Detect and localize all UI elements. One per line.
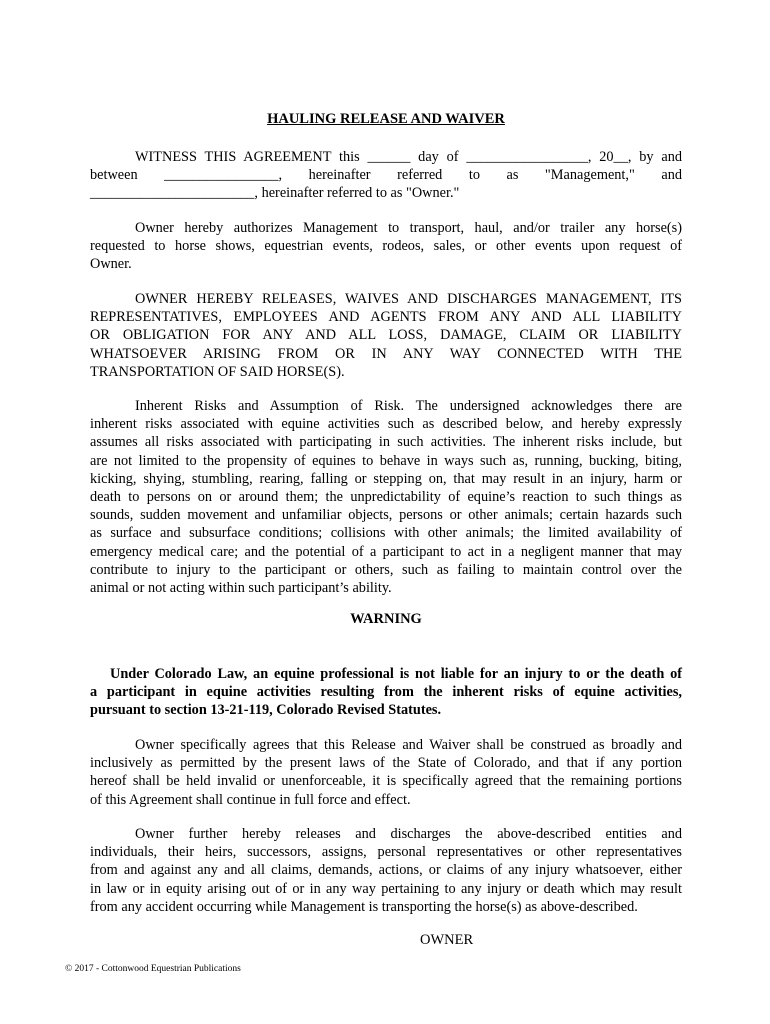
risks-line: assumes all risks associated with participating in such activities. The inherent risks include, but [90,434,682,451]
construction-line: hereof shall be held invalid or unenforceable, it is specifically agreed that the remaining portions [90,773,682,790]
risks-line: sounds, sudden movement and unfamiliar objects, persons or other animals; certain hazards such [90,507,682,524]
authorization-line: requested to horse shows, equestrian events, rodeos, sales, or other events upon request of [90,238,682,255]
witness-line: between ________________, hereinafter referred to as "Management," and [90,167,682,184]
discharge-paragraph [90,825,682,916]
document-title: HAULING RELEASE AND WAIVER [267,111,505,127]
construction-line: inclusively as permitted by the present laws of the State of Colorado, and that if any portion [90,755,682,772]
authorization-line: Owner hereby authorizes Management to transport, haul, and/or trailer any horse(s) [135,220,682,236]
colorado-line: pursuant to section 13-21-119, Colorado Revised Statutes. [90,702,442,719]
risks-paragraph [90,397,682,597]
warning-heading: WARNING [350,611,422,627]
colorado-line: a participant in equine activities resulting from the inherent risks of equine activities, [90,684,682,701]
risks-line: emergency medical care; and the potential of a participant to act in a negligent manner that may [90,543,682,560]
construction-line: of this Agreement shall continue in full force and effect. [90,791,411,808]
discharge-line: individuals, their heirs, successors, assigns, personal representatives or other representatives [90,844,682,861]
discharge-line: in law or in equity arising out of or in any way pertaining to any injury or death which may result [90,880,682,897]
release-line: OWNER HEREBY RELEASES, WAIVES AND DISCHARGES MANAGEMENT, ITS [135,291,682,307]
release-line: OR OBLIGATION FOR ANY AND ALL LOSS, DAMAGE, CLAIM OR LIABILITY [90,327,682,344]
risks-line: inherent risks associated with equine activities such as described below, and hereby expressly [90,416,682,433]
colorado-line: Under Colorado Law, an equine professional is not liable for an injury to or the death of [110,666,682,682]
discharge-line: Owner further hereby releases and discharges the above-described entities and [135,826,682,842]
risks-line: as surface and subsurface conditions; collisions with other animals; the limited availability of [90,525,682,542]
construction-paragraph [90,736,682,809]
authorization-paragraph [90,219,682,274]
release-line: REPRESENTATIVES, EMPLOYEES AND AGENTS FROM ANY AND ALL LIABILITY [90,309,682,326]
witness-paragraph [90,148,682,203]
discharge-line: from any accident occurring while Management is transporting the horse(s) as above-described. [90,898,638,915]
risks-line: contribute to injury to the participant or others, such as failing to maintain control over the [90,561,682,578]
risks-line: are not limited to the propensity of equines to behave in ways such as, running, bucking, biting, [90,452,682,469]
release-paragraph [90,290,682,381]
construction-line: Owner specifically agrees that this Release and Waiver shall be construed as broadly and [135,737,682,753]
risks-line: animal or not acting within such participant’s ability. [90,580,392,597]
risks-line: Inherent Risks and Assumption of Risk. The undersigned acknowledges there are [135,398,682,414]
authorization-line: Owner. [90,256,132,273]
release-line: TRANSPORTATION OF SAID HORSE(S). [90,363,345,380]
colorado-law-notice [90,665,682,720]
witness-line: WITNESS THIS AGREEMENT this ______ day of _________________, 20__, by and [135,149,682,165]
discharge-line: from and against any and all claims, demands, actions, or claims of any injury whatsoever, either [90,862,682,879]
release-line: WHATSOEVER ARISING FROM OR IN ANY WAY CONNECTED WITH THE [90,345,682,362]
risks-line: kicking, shying, stumbling, rearing, falling or stepping on, that may result in an injury, harm or [90,470,682,487]
witness-line: _______________________, hereinafter referred to as "Owner." [90,185,460,202]
owner-signature-label: OWNER [420,932,474,948]
copyright-footer: © 2017 - Cottonwood Equestrian Publications [65,964,241,974]
risks-line: death to persons on or around them; the unpredictability of equine’s reaction to such things as [90,489,682,506]
